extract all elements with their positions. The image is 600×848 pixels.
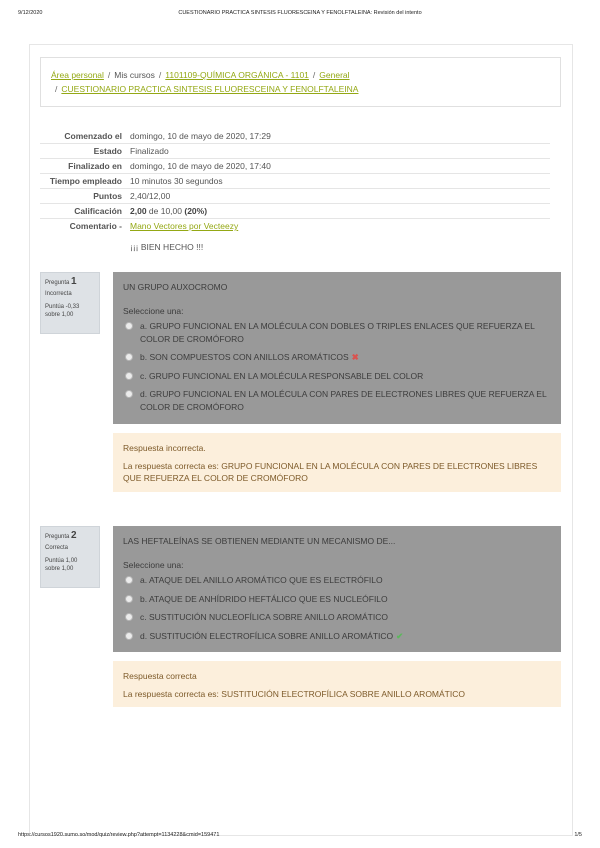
grade-percent: (20%): [184, 206, 208, 216]
attempt-summary-table: [40, 129, 550, 260]
answer-option-c[interactable]: [123, 611, 551, 624]
answer-option-b[interactable]: [123, 351, 551, 364]
breadcrumb-separator: /: [312, 70, 316, 80]
option-text: a. GRUPO FUNCIONAL EN LA MOLÉCULA CON DOBLES O TRIPLES ENLACES QUE REFUERZA EL COLOR DE CROMÓFORO: [140, 321, 535, 344]
select-label: Seleccione una:: [123, 306, 184, 316]
print-date: 9/12/2020: [18, 10, 43, 16]
option-text: a. ATAQUE DEL ANILLO AROMÁTICO QUE ES ELECTRÓFILO: [140, 575, 383, 585]
summary-label: Puntos: [40, 189, 126, 204]
radio-button[interactable]: [125, 390, 133, 398]
summary-value: [126, 204, 550, 219]
grade-out-of: de 10,00: [146, 206, 185, 216]
breadcrumb-mis-cursos: Mis cursos: [114, 70, 155, 80]
feedback-text: La respuesta correcta es: SUSTITUCIÓN ELECTROFÍLICA SOBRE ANILLO AROMÁTICO: [123, 688, 465, 699]
question-score: Puntúa -0,33: [45, 304, 80, 310]
summary-label: Calificación: [40, 204, 126, 219]
summary-row-started: [40, 129, 550, 144]
question-info-2: [40, 526, 100, 588]
feedback-text: La respuesta correcta es: GRUPO FUNCIONAL EN LA MOLÉCULA CON PARES DE ELECTRONES LIBRES QUE REFUERZA EL COLOR DE CROMÓFORO: [123, 460, 538, 483]
breadcrumb-area-personal[interactable]: Área personal: [51, 70, 104, 80]
feedback-box-1: [113, 433, 561, 492]
summary-row-comment: [40, 219, 550, 261]
print-url: https://cursos1920.sumo.so/mod/quiz/review.php?attempt=1134228&cmid=159471: [18, 832, 220, 838]
option-text: b. ATAQUE DE ANHÍDRIDO HEFTÁLICO QUE ES NUCLEÓFILO: [140, 593, 388, 604]
radio-button[interactable]: [125, 372, 133, 380]
breadcrumb-quiz[interactable]: CUESTIONARIO PRACTICA SINTESIS FLUORESCEINA Y FENOLFTALEINA: [61, 83, 359, 94]
option-text: d. GRUPO FUNCIONAL EN LA MOLÉCULA CON PARES DE ELECTRONES LIBRES QUE REFUERZA EL COLOR DE CROMÓFORO: [140, 389, 547, 412]
summary-label: Tiempo empleado: [40, 174, 126, 189]
radio-button[interactable]: [125, 576, 133, 584]
feedback-box-2: [113, 661, 561, 707]
summary-label: Comenzado el: [64, 131, 122, 141]
answer-option-c[interactable]: [123, 370, 551, 383]
comment-link[interactable]: Mano Vectores por Vecteezy: [130, 221, 239, 231]
summary-label: Finalizado en: [40, 159, 126, 174]
answer-option-a[interactable]: [123, 320, 551, 345]
question-score-max: sobre 1,00: [45, 566, 74, 572]
cross-icon: ✖: [351, 352, 359, 362]
option-text: b. SON COMPUESTOS CON ANILLOS AROMÁTICOS: [140, 352, 349, 362]
breadcrumb-separator: /: [158, 70, 162, 80]
summary-value: domingo, 10 de mayo de 2020, 17:29: [130, 131, 271, 141]
question-number: 2: [71, 530, 77, 541]
answer-option-d[interactable]: [123, 630, 551, 643]
breadcrumb-course[interactable]: 1101109-QUÍMICA ORGÁNICA - 1101: [165, 70, 309, 80]
check-icon: ✔: [396, 630, 404, 641]
grade-score: 2,00: [130, 206, 147, 216]
question-label: Pregunta: [45, 280, 70, 286]
summary-value: 10 minutos 30 segundos: [126, 174, 550, 189]
summary-value: [126, 219, 550, 261]
option-text: d. SUSTITUCIÓN ELECTROFÍLICA SOBRE ANILLO AROMÁTICO: [140, 630, 394, 641]
question-prompt: LAS HEFTALEÍNAS SE OBTIENEN MEDIANTE UN MECANISMO DE...: [123, 536, 396, 546]
question-score-max: sobre 1,00: [45, 312, 74, 318]
summary-value: domingo, 10 de mayo de 2020, 17:40: [126, 159, 550, 174]
question-number: 1: [71, 276, 77, 287]
radio-button[interactable]: [125, 613, 133, 621]
radio-button[interactable]: [125, 353, 133, 361]
summary-row-time: [40, 174, 550, 189]
option-text: c. GRUPO FUNCIONAL EN LA MOLÉCULA RESPONSABLE DEL COLOR: [140, 370, 424, 381]
select-label: Seleccione una:: [123, 560, 184, 570]
question-box-2: [113, 526, 561, 652]
summary-row-finished: [40, 159, 550, 174]
print-page-number: 1/5: [574, 832, 582, 838]
radio-button[interactable]: [125, 595, 133, 603]
summary-row-state: [40, 144, 550, 159]
summary-label: Estado: [40, 144, 126, 159]
print-title: CUESTIONARIO PRACTICA SINTESIS FLUORESCEINA Y FENOLFTALEINA: Revisión del intento: [178, 10, 422, 16]
radio-button[interactable]: [125, 632, 133, 640]
feedback-title: Respuesta incorrecta.: [123, 443, 206, 453]
question-prompt: UN GRUPO AUXOCROMO: [123, 282, 228, 292]
main-region: [29, 44, 573, 836]
breadcrumb-separator: /: [107, 70, 111, 80]
summary-row-grade: [40, 204, 550, 219]
summary-value: Finalizado: [126, 144, 550, 159]
radio-button[interactable]: [125, 322, 133, 330]
answer-option-d[interactable]: [123, 388, 551, 413]
summary-value: 2,40/12,00: [126, 189, 550, 204]
breadcrumb-general[interactable]: General: [319, 70, 350, 80]
breadcrumb: [40, 57, 561, 107]
summary-label: Comentario -: [40, 219, 126, 261]
question-box-1: [113, 272, 561, 424]
question-status: Incorrecta: [45, 291, 72, 297]
question-score: Puntúa 1,00: [45, 558, 78, 564]
answer-option-a[interactable]: [123, 574, 551, 587]
spacer: [130, 231, 550, 242]
breadcrumb-separator: /: [55, 83, 58, 94]
question-label: Pregunta: [45, 534, 70, 540]
comment-text: ¡¡¡ BIEN HECHO !!!: [130, 242, 204, 252]
answer-option-b[interactable]: [123, 593, 551, 606]
question-status: Correcta: [45, 545, 69, 551]
feedback-title: Respuesta correcta: [123, 671, 197, 681]
option-text: c. SUSTITUCIÓN NUCLEOFÍLICA SOBRE ANILLO AROMÁTICO: [140, 612, 388, 622]
question-info-1: [40, 272, 100, 334]
summary-row-points: [40, 189, 550, 204]
